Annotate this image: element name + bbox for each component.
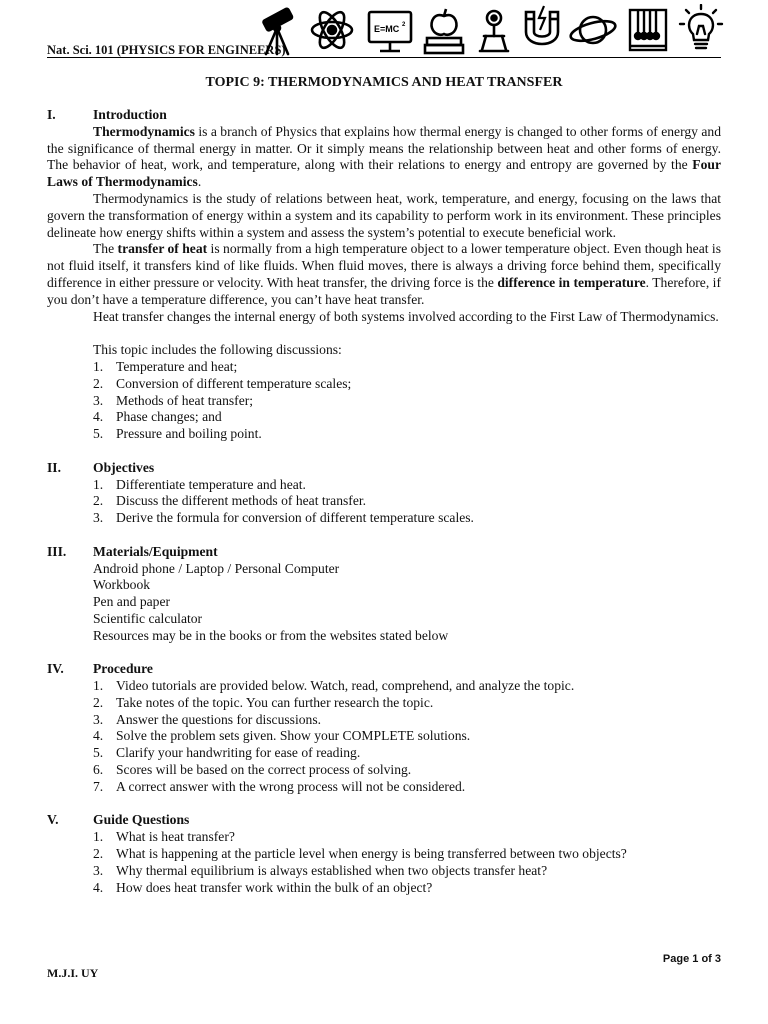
atom-icon bbox=[309, 4, 355, 56]
list-item-number: 1. bbox=[93, 829, 104, 845]
section-title: Procedure bbox=[93, 661, 153, 677]
section-objectives bbox=[47, 460, 721, 527]
list-item-number: 7. bbox=[93, 778, 104, 794]
guide-questions-list bbox=[47, 829, 721, 896]
list-item bbox=[93, 426, 721, 443]
materials-list bbox=[47, 561, 721, 645]
list-item-text: What is heat transfer? bbox=[116, 829, 235, 845]
text-run: is normally from a high temperature object to a lower temperature object. Even though heat is not fluid itself, it transfers kind of like fluids. When fluid moves, there is always a driving force behind them, specifically difference in either pressure or velocity. With heat transfer, the driving force is the bbox=[47, 241, 721, 290]
section-heading bbox=[47, 460, 721, 477]
list-item-number: 2. bbox=[93, 694, 104, 710]
newtons-cradle-icon bbox=[626, 4, 670, 56]
list-item-text: Clarify your handwriting for ease of reading. bbox=[116, 745, 361, 761]
header-rule bbox=[47, 57, 721, 58]
list-item-text: Conversion of different temperature scales; bbox=[116, 375, 352, 391]
list-item bbox=[93, 728, 721, 745]
list-item bbox=[93, 712, 721, 729]
list-item bbox=[93, 678, 721, 695]
section-number: III. bbox=[47, 543, 67, 559]
section-heading bbox=[47, 544, 721, 561]
list-item bbox=[93, 863, 721, 880]
material-item: Android phone / Laptop / Personal Computer bbox=[93, 560, 340, 576]
course-header: Nat. Sci. 101 (PHYSICS FOR ENGINEERS) bbox=[47, 43, 286, 57]
intro-paragraph-3 bbox=[47, 241, 721, 308]
section-materials bbox=[47, 544, 721, 645]
list-item-text: Why thermal equilibrium is always established when two objects transfer heat? bbox=[116, 862, 548, 878]
section-number: I. bbox=[47, 107, 56, 122]
lightbulb-icon bbox=[678, 4, 724, 56]
page-number: Page 1 of 3 bbox=[662, 953, 721, 965]
text-run: is a branch of Physics that explains how thermal energy is changed to other forms of energy and the significance of thermal energy in matter. Or it simply means the relationship between heat and other forms of energy. The behavior of heat, work, and temperature, along with their relations to energy and entropy are governed by the bbox=[47, 123, 721, 173]
list-item-number: 3. bbox=[93, 392, 104, 408]
section-title: Introduction bbox=[93, 107, 167, 122]
intro-paragraph-4: Heat transfer changes the internal energy of both systems involved according to the First Law of Thermodynamics. bbox=[93, 308, 719, 324]
intro-paragraph-1 bbox=[47, 124, 721, 191]
list-item bbox=[93, 846, 721, 863]
material-item: Scientific calculator bbox=[93, 610, 203, 626]
list-item-text: A correct answer with the wrong process will not be considered. bbox=[116, 778, 466, 794]
list-item-number: 3. bbox=[93, 711, 104, 727]
section-title: Objectives bbox=[93, 459, 155, 475]
list-item-text: Differentiate temperature and heat. bbox=[116, 476, 306, 492]
bold-term: difference in temperature bbox=[497, 274, 646, 290]
list-item bbox=[93, 493, 721, 510]
list-item-number: 3. bbox=[93, 510, 104, 526]
list-item bbox=[93, 393, 721, 410]
discussions-list bbox=[47, 359, 721, 443]
list-item-text: Phase changes; and bbox=[116, 409, 222, 425]
list-item-number: 3. bbox=[93, 862, 104, 878]
list-item-number: 6. bbox=[93, 762, 104, 778]
section-introduction bbox=[47, 107, 721, 443]
material-item: Resources may be in the books or from the websites stated below bbox=[93, 627, 449, 643]
list-item bbox=[93, 376, 721, 393]
telescope-icon bbox=[254, 4, 304, 56]
section-heading bbox=[47, 107, 721, 124]
section-heading bbox=[47, 812, 721, 829]
list-item-number: 2. bbox=[93, 493, 104, 509]
section-heading bbox=[47, 661, 721, 678]
list-item bbox=[93, 829, 721, 846]
bold-term: Four Laws of Thermodynamics bbox=[47, 157, 721, 190]
list-item-text: Derive the formula for conversion of different temperature scales. bbox=[116, 510, 474, 526]
material-item: Workbook bbox=[93, 577, 151, 593]
section-number: V. bbox=[47, 812, 59, 828]
list-item-text: Discuss the different methods of heat transfer. bbox=[116, 493, 367, 509]
text-run: . Therefore, if you don’t have a temperature difference, you can’t have heat transfer. bbox=[47, 274, 721, 307]
list-item bbox=[93, 359, 721, 376]
list-item-text: How does heat transfer work within the bulk of an object? bbox=[116, 879, 433, 895]
text-run: The bbox=[93, 241, 118, 257]
apple-books-icon bbox=[422, 4, 466, 56]
list-item-number: 2. bbox=[93, 846, 104, 862]
spacer bbox=[47, 325, 721, 342]
text-run: . bbox=[197, 174, 202, 190]
section-number: IV. bbox=[47, 661, 64, 677]
list-item-text: Pressure and boiling point. bbox=[116, 426, 262, 442]
list-item-text: Methods of heat transfer; bbox=[116, 392, 254, 408]
section-title: Guide Questions bbox=[93, 812, 190, 828]
list-item-text: Answer the questions for discussions. bbox=[116, 711, 322, 727]
list-item-number: 4. bbox=[93, 728, 104, 744]
list-item-text: Take notes of the topic. You can further research the topic. bbox=[116, 694, 434, 710]
intro-paragraph-2: Thermodynamics is the study of relations between heat, work, temperature, and energy, focusing on the laws that govern the transformation of energy within a system and its capability to perform work in its environment. These principles delineate how energy shifts within a system and assess the system’s potential to execute beneficial work. bbox=[47, 190, 721, 240]
list-item-text: Temperature and heat; bbox=[116, 358, 238, 374]
emc2-monitor-icon bbox=[366, 4, 414, 56]
list-item-text: Scores will be based on the correct process of solving. bbox=[116, 762, 412, 778]
magnet-icon bbox=[520, 4, 564, 56]
list-item-text: What is happening at the particle level when energy is being transferred between two objects? bbox=[116, 846, 627, 862]
procedure-list bbox=[47, 678, 721, 796]
microscope-icon bbox=[474, 4, 514, 56]
header-icon-strip bbox=[254, 4, 724, 56]
section-guide-questions bbox=[47, 812, 721, 896]
discussions-intro: This topic includes the following discussions: bbox=[93, 342, 342, 358]
material-item: Pen and paper bbox=[93, 594, 171, 610]
objectives-list bbox=[47, 477, 721, 527]
bold-term: Thermodynamics bbox=[93, 123, 195, 139]
section-procedure bbox=[47, 661, 721, 795]
document-body bbox=[47, 107, 721, 896]
list-item-number: 1. bbox=[93, 678, 104, 694]
emc2-superscript: 2 bbox=[402, 22, 406, 28]
list-item bbox=[93, 409, 721, 426]
list-item bbox=[93, 477, 721, 494]
planet-icon bbox=[568, 4, 618, 56]
list-item bbox=[93, 745, 721, 762]
list-item-number: 4. bbox=[93, 409, 104, 425]
list-item bbox=[93, 880, 721, 897]
author-initials: M.J.I. UY bbox=[47, 966, 99, 980]
list-item-number: 5. bbox=[93, 426, 104, 442]
list-item-number: 1. bbox=[93, 476, 104, 492]
section-title: Materials/Equipment bbox=[93, 543, 218, 559]
list-item-text: Solve the problem sets given. Show your COMPLETE solutions. bbox=[116, 728, 471, 744]
list-item bbox=[93, 762, 721, 779]
list-item-text: Video tutorials are provided below. Watch, read, comprehend, and analyze the topic. bbox=[116, 678, 575, 694]
section-number: II. bbox=[47, 459, 61, 475]
emc2-label: E=MC bbox=[374, 24, 400, 34]
topic-title: TOPIC 9: THERMODYNAMICS AND HEAT TRANSFER bbox=[205, 75, 563, 90]
list-item-number: 2. bbox=[93, 375, 104, 391]
list-item bbox=[93, 779, 721, 796]
list-item bbox=[93, 510, 721, 527]
list-item-number: 5. bbox=[93, 745, 104, 761]
bold-term: transfer of heat bbox=[117, 241, 208, 257]
list-item-number: 1. bbox=[93, 358, 104, 374]
list-item bbox=[93, 695, 721, 712]
list-item-number: 4. bbox=[93, 879, 104, 895]
